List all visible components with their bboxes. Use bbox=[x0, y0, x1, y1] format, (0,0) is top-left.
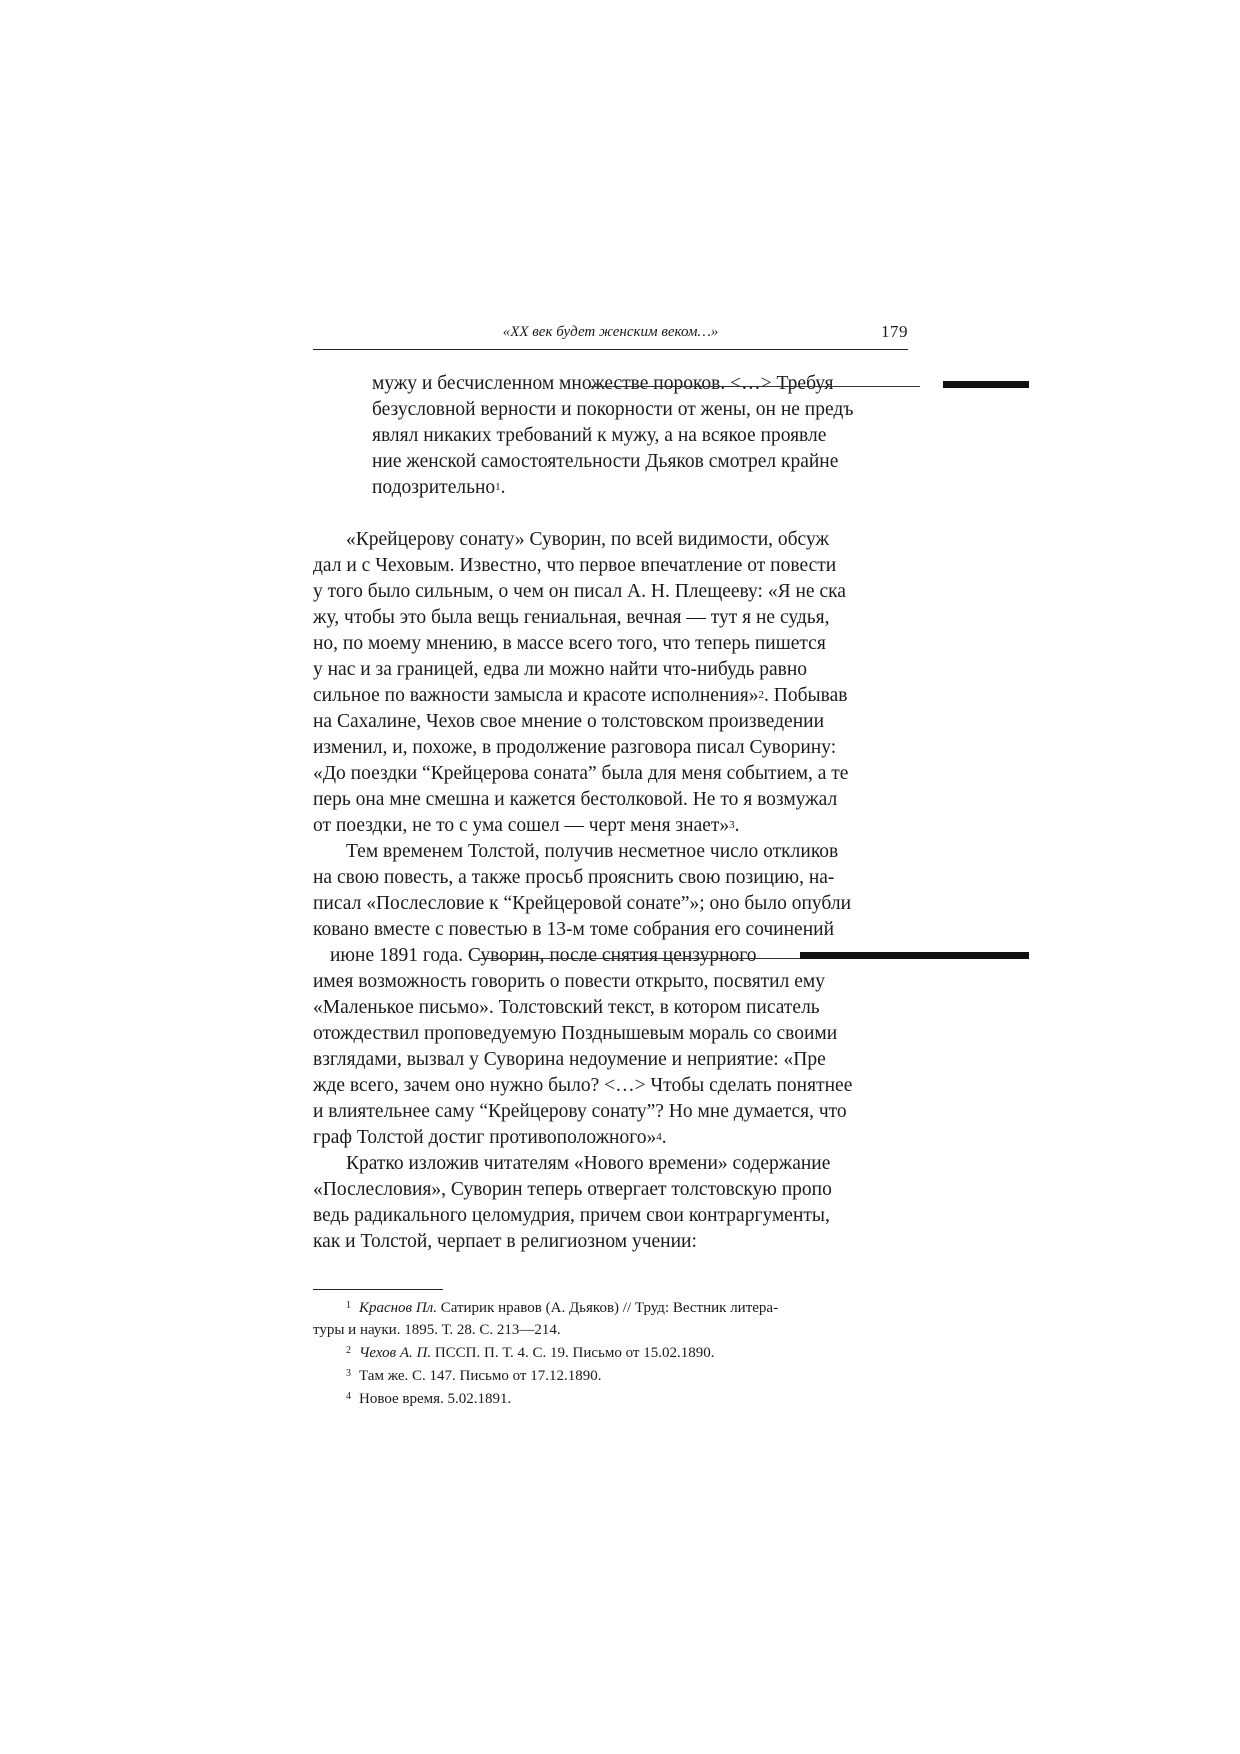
body-line: граф Толстой достиг противоположного»$^4$. bbox=[313, 1127, 667, 1148]
quote-line: мужу и бесчисленном множестве пороков. <…> Требуя bbox=[372, 373, 834, 394]
strike-line bbox=[590, 386, 920, 387]
footnote-ref: 1 bbox=[495, 481, 501, 493]
body-line: июне 1891 года. Суворин, после снятия цензурного bbox=[330, 945, 757, 966]
footnote-number: 1 bbox=[346, 1300, 351, 1311]
body-line: на свою повесть, а также просьб прояснить свою позицию, на- bbox=[313, 867, 835, 888]
body-text: от поездки, не то с ума сошел — черт меня знает» bbox=[313, 815, 730, 836]
quote-line: ние женской самостоятельности Дьяков смотрел крайне bbox=[372, 451, 839, 472]
footnote bbox=[346, 1342, 714, 1364]
footnote bbox=[346, 1388, 511, 1410]
body-line: «Маленькое письмо». Толстовский текст, в котором писатель bbox=[313, 997, 820, 1018]
footnote-continuation: туры и науки. 1895. Т. 28. С. 213—214. bbox=[313, 1322, 561, 1338]
running-header bbox=[313, 322, 908, 348]
body-line: имея возможность говорить о повести открыто, посвятил ему bbox=[313, 971, 825, 992]
body-line: у нас и за границей, едва ли можно найти что-нибудь равно bbox=[313, 659, 808, 680]
body-text: сильное по важности замысла и красоте исполнения» bbox=[313, 685, 759, 706]
body-line bbox=[313, 683, 847, 709]
body-line: отождествил проповедуемую Позднышевым мораль со своими bbox=[313, 1023, 838, 1044]
footnote-ref: 2 bbox=[758, 689, 765, 701]
body-line: жу, чтобы это была вещь гениальная, вечная — тут я не судья, bbox=[313, 607, 830, 628]
body-line: и влиятельнее саму “Крейцерову сонату”? Но мне думается, что bbox=[313, 1101, 847, 1122]
body-line: жде всего, зачем оно нужно было? <…> Чтобы сделать понятнее bbox=[313, 1075, 853, 1096]
footnote-number: 4 bbox=[346, 1391, 351, 1402]
footnote-ref: 4 bbox=[656, 1131, 662, 1143]
redaction-bar bbox=[800, 952, 1029, 959]
body-line: ковано вместе с повестью в 13-м томе собрания его сочинений bbox=[313, 919, 835, 940]
quote-line: являл никаких требований к мужу, а на всякое проявле bbox=[372, 425, 827, 446]
footnote-text: ПССП. П. Т. 4. С. 19. Письмо от 15.02.1890. bbox=[431, 1345, 715, 1361]
body-line: «Послесловия», Суворин теперь отвергает толстовскую пропо bbox=[313, 1179, 832, 1200]
quote-text: подозрительно bbox=[372, 477, 496, 498]
body-line: писал «Послесловие к “Крейцеровой сонате”»; оно было опубли bbox=[313, 893, 852, 914]
body-line: «Крейцерову сонату» Суворин, по всей видимости, обсуж bbox=[346, 529, 829, 550]
page-number: 179 bbox=[881, 322, 908, 341]
body-line: перь она мне смешна и кажется бестолковой. Не то я возмужал bbox=[313, 789, 838, 810]
footnote-text: Сатирик нравов (А. Дьяков) // Труд: Вестник литера- bbox=[436, 1300, 779, 1316]
body-text: граф Толстой достиг противоположного» bbox=[313, 1127, 657, 1148]
body-line: дал и с Чеховым. Известно, что первое впечатление от повести bbox=[313, 555, 837, 576]
footnote-text: Новое время. 5.02.1891. bbox=[359, 1391, 512, 1407]
quote-line: подозрительно$^1$. bbox=[372, 477, 506, 498]
footnote bbox=[346, 1297, 778, 1319]
quote-line: безусловной верности и покорности от жены, он не предъ bbox=[372, 399, 854, 420]
footnote-ref: 3 bbox=[729, 819, 735, 831]
body-line: взглядами, вызвал у Суворина недоумение и неприятие: «Пре bbox=[313, 1049, 826, 1070]
redaction-bar bbox=[943, 381, 1029, 388]
body-line: Кратко изложив читателям «Нового времени» содержание bbox=[346, 1153, 831, 1174]
header-rule bbox=[313, 349, 908, 350]
footnote-text: Там же. С. 147. Письмо от 17.12.1890. bbox=[359, 1368, 602, 1384]
footnote-number: 3 bbox=[346, 1368, 351, 1379]
body-line: от поездки, не то с ума сошел — черт меня знает»$^3$. bbox=[313, 815, 740, 836]
footnote-rule bbox=[313, 1289, 443, 1290]
body-line: у того было сильным, о чем он писал А. Н. Плещееву: «Я не ска bbox=[313, 581, 846, 602]
body-line: Тем временем Толстой, получив несметное число откликов bbox=[346, 841, 839, 862]
footnote bbox=[346, 1365, 601, 1387]
body-line: «До поездки “Крейцерова соната” была для меня событием, а те bbox=[313, 763, 849, 784]
footnote-author: Краснов Пл. bbox=[359, 1300, 437, 1316]
body-line: ведь радикального целомудрия, причем свои контраргументы, bbox=[313, 1205, 830, 1226]
body-text: . Побывав bbox=[764, 685, 848, 706]
body-line: но, по моему мнению, в массе всего того, что теперь пишется bbox=[313, 633, 826, 654]
running-title: «XX век будет женским веком…» bbox=[502, 324, 719, 340]
body-line: как и Толстой, черпает в религиозном учении: bbox=[313, 1231, 697, 1252]
body-line: изменил, и, похоже, в продолжение разговора писал Суворину: bbox=[313, 737, 837, 758]
body-line: на Сахалине, Чехов свое мнение о толстовском произведении bbox=[313, 711, 824, 732]
footnote-author: Чехов А. П. bbox=[359, 1345, 432, 1361]
footnote-number: 2 bbox=[346, 1345, 351, 1356]
